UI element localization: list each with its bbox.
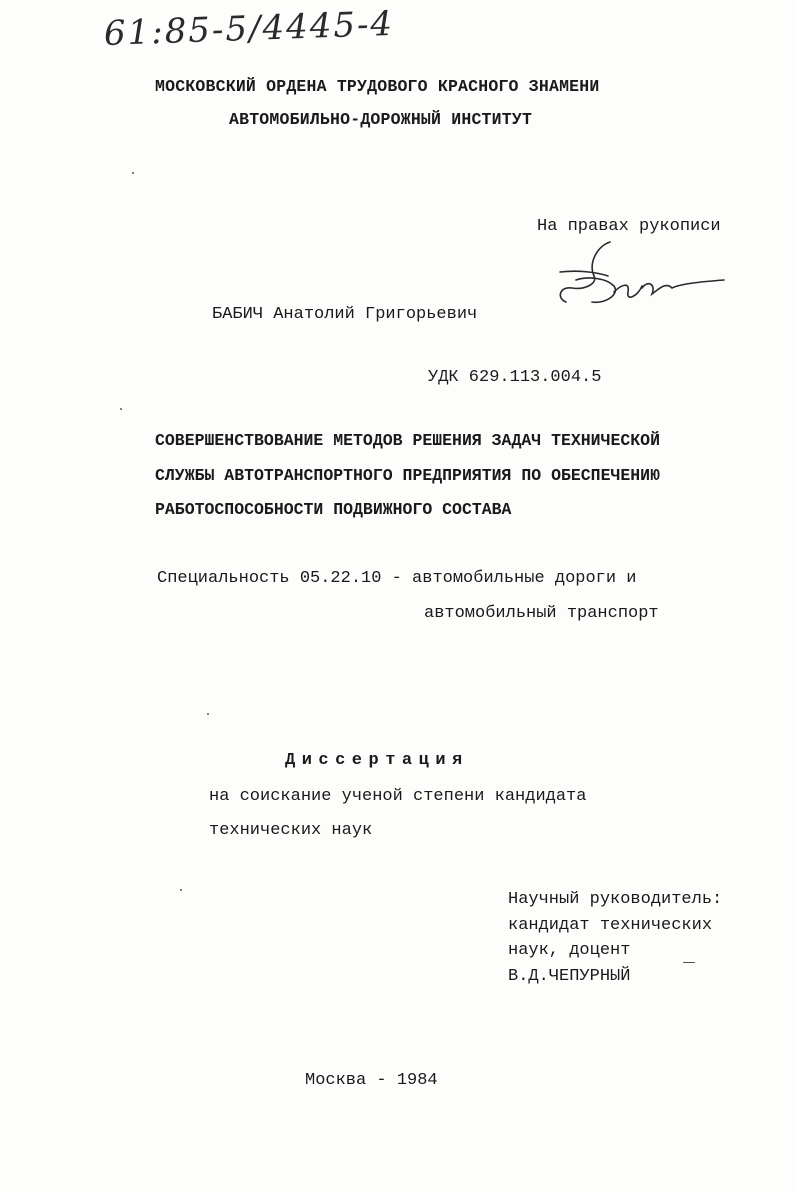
scan-speck bbox=[132, 172, 134, 174]
scan-speck bbox=[207, 713, 209, 715]
supervisor-line-1: Научный руководитель: bbox=[508, 890, 723, 909]
scan-speck bbox=[120, 408, 122, 410]
title-line-3: РАБОТОСПОСОБНОСТИ ПОДВИЖНОГО СОСТАВА bbox=[155, 500, 512, 519]
dissertation-line-1: на соискание ученой степени кандидата bbox=[209, 787, 587, 806]
archive-number: 61:85-5/4445-4 bbox=[103, 3, 395, 54]
scan-mark bbox=[683, 962, 695, 963]
supervisor-line-3: наук, доцент bbox=[508, 941, 631, 960]
title-line-2: СЛУЖБЫ АВТОТРАНСПОРТНОГО ПРЕДПРИЯТИЯ ПО ОБЕСПЕЧЕНИЮ bbox=[155, 466, 660, 485]
specialty-line-2: автомобильный транспорт bbox=[424, 604, 659, 623]
dissertation-line-2: технических наук bbox=[209, 821, 373, 840]
title-line-1: СОВЕРШЕНСТВОВАНИЕ МЕТОДОВ РЕШЕНИЯ ЗАДАЧ ТЕХНИЧЕСКОЙ bbox=[155, 431, 660, 450]
manuscript-rights: На правах рукописи bbox=[537, 217, 721, 236]
institute-line-2: АВТОМОБИЛЬНО-ДОРОЖНЫЙ ИНСТИТУТ bbox=[229, 110, 533, 129]
scan-speck bbox=[180, 889, 182, 891]
specialty-line-1: Специальность 05.22.10 - автомобильные дороги и bbox=[157, 569, 637, 588]
udc-code: УДК 629.113.004.5 bbox=[428, 368, 602, 387]
author-name: БАБИЧ Анатолий Григорьевич bbox=[212, 305, 478, 324]
signature bbox=[548, 232, 728, 322]
supervisor-line-4: В.Д.ЧЕПУРНЫЙ bbox=[508, 967, 631, 986]
dissertation-heading: Диссертация bbox=[285, 751, 469, 770]
place-year: Москва - 1984 bbox=[305, 1071, 438, 1090]
institute-line-1: МОСКОВСКИЙ ОРДЕНА ТРУДОВОГО КРАСНОГО ЗНАМЕНИ bbox=[155, 77, 600, 96]
supervisor-line-2: кандидат технических bbox=[508, 916, 713, 935]
